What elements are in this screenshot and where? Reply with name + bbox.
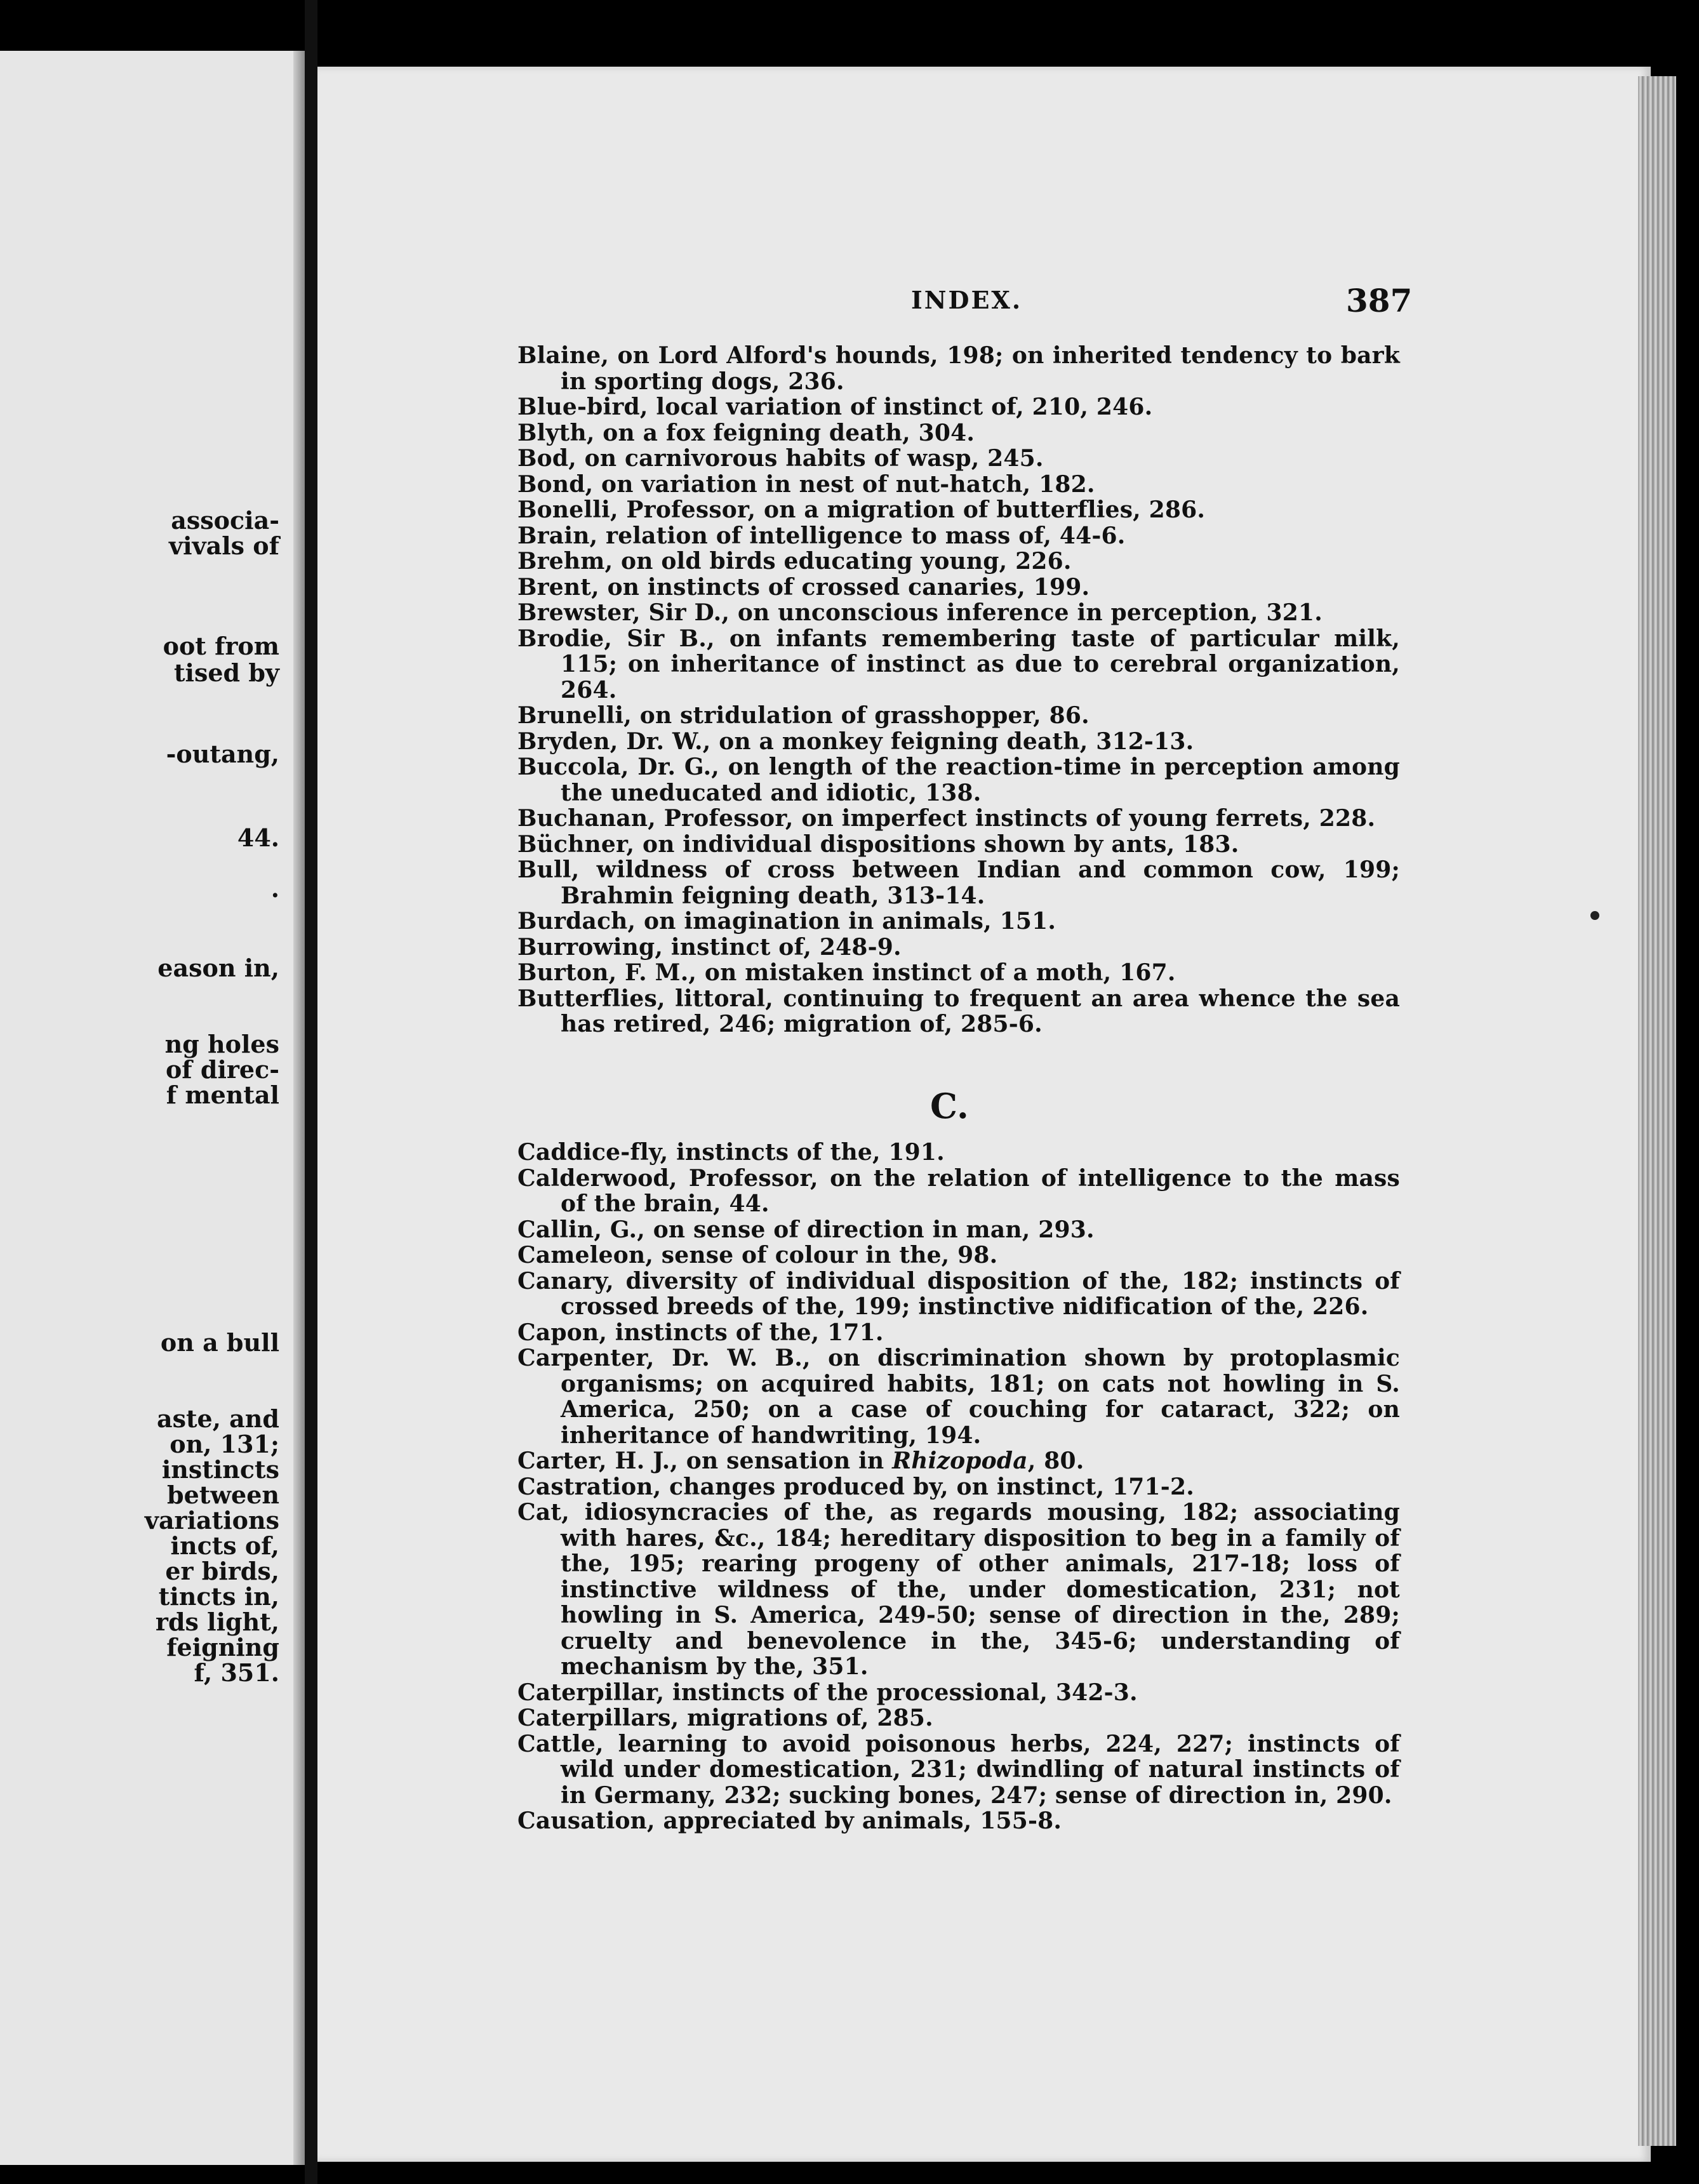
left-page-edge [293, 51, 305, 2165]
index-entry: Caddice-fly, instincts of the, 191. [517, 1139, 945, 1166]
page-stack-edge [1638, 76, 1676, 2146]
left-fragment: f, 351. [194, 1658, 279, 1687]
left-fragment: on a bull [160, 1328, 279, 1357]
left-fragment: variations [144, 1506, 279, 1535]
running-head: INDEX. [911, 286, 1023, 314]
left-fragment: rds light, [155, 1608, 279, 1636]
left-fragment: vivals of [169, 531, 279, 560]
index-entry: Blue-bird, local variation of instinct of, 210, 246. [517, 394, 1153, 420]
index-entry: Bond, on variation in nest of nut-hatch, 182. [517, 470, 1095, 498]
index-entry: Canary, diversity of individual disposition of the, 182; instincts of crossed breeds of the, 199; instinctive nidification of the, 226. [517, 1267, 1400, 1320]
left-fragment: f mental [166, 1081, 279, 1109]
left-fragment: -outang, [166, 740, 279, 768]
index-entry: Blaine, on Lord Alford's hounds, 198; on inherited tendency to bark in sporting dogs, 236. [517, 342, 1400, 395]
index-entry: Callin, G., on sense of direction in man, 293. [517, 1216, 1095, 1243]
index-entry: Cattle, learning to avoid poisonous herbs, 224, 227; instincts of wild under domestication, 231; dwindling of natural instincts of in Germany, 232; sucking bones, 247; sense of direction in, 290. [517, 1730, 1400, 1809]
left-fragment: ng holes [164, 1030, 279, 1058]
index-section-c [517, 1140, 1400, 1834]
section-heading-c: C. [930, 1086, 969, 1126]
index-entry: Brehm, on old birds educating young, 226. [517, 548, 1072, 575]
index-entry: Buchanan, Professor, on imperfect instincts of young ferrets, 228. [517, 805, 1376, 832]
index-entry: Brain, relation of intelligence to mass of, 44-6. [517, 522, 1126, 549]
book-gutter [305, 0, 317, 2184]
left-fragment: oot from [163, 632, 279, 660]
index-entry: Capon, instincts of the, 171. [517, 1319, 884, 1346]
left-fragment: of direc- [165, 1055, 279, 1084]
index-entry: Brent, on instincts of crossed canaries, 199. [517, 573, 1090, 601]
left-fragment: 44. [237, 823, 279, 852]
index-entry: Caterpillars, migrations of, 285. [517, 1705, 933, 1731]
left-fragment: . [270, 874, 279, 903]
page-number: 387 [1346, 282, 1413, 319]
left-fragment: er birds, [165, 1557, 279, 1585]
index-entry: Burton, F. M., on mistaken instinct of a moth, 167. [517, 959, 1176, 986]
left-fragment: between [167, 1481, 279, 1509]
carter-text-end: , 80. [1027, 1448, 1084, 1474]
index-entry: Cat, idiosyncracies of the, as regards mousing, 182; associating with hares, &c., 184; hereditary disposition to beg in a family of the, 195; rearing progeny of other animals, 217-18; loss of instinctive wildness of the, under domestication, 231; not howling in S. America, 249-50; sense of direction in the, 289; cruelty and benevolence in the, 345-6; understanding of mechanism by the, 351. [517, 1499, 1400, 1680]
index-entry: Calderwood, Professor, on the relation of intelligence to the mass of the brain, 44. [517, 1164, 1400, 1217]
carter-italic: Rhizopoda [892, 1448, 1028, 1474]
index-entry: Causation, appreciated by animals, 155-8. [517, 1808, 1062, 1834]
index-entry: Brunelli, on stridulation of grasshopper, 86. [517, 702, 1089, 729]
index-entry: Burrowing, instinct of, 248-9. [517, 933, 902, 961]
index-entry: Carpenter, Dr. W. B., on discrimination shown by protoplasmic organisms; on acquired habits, 181; on cats not howling in S. America, 250; on a case of couching for cataract, 322; on inheritance of handwriting, 194. [517, 1345, 1400, 1449]
left-fragment: aste, and [156, 1404, 279, 1433]
index-entry: Butterflies, littoral, continuing to frequent an area whence the sea has retired, 246; migration of, 285-6. [517, 985, 1400, 1037]
index-entry: Cameleon, sense of colour in the, 98. [517, 1242, 998, 1268]
left-fragment: incts of, [170, 1531, 279, 1560]
left-fragment: instincts [161, 1455, 279, 1484]
left-fragment: eason in, [157, 954, 279, 982]
index-entry: Caterpillar, instincts of the processional, 342-3. [517, 1679, 1138, 1706]
right-page [317, 67, 1651, 2162]
index-entry: Bull, wildness of cross between Indian and common cow, 199; Brahmin feigning death, 313-14. [517, 856, 1400, 909]
index-entry: Burdach, on imagination in animals, 151. [517, 908, 1056, 935]
index-entry-carter [517, 1448, 1400, 1474]
index-entry: Blyth, on a fox feigning death, 304. [517, 419, 975, 446]
index-entry: Brewster, Sir D., on unconscious inference in perception, 321. [517, 599, 1323, 626]
index-section-b [517, 343, 1400, 1037]
index-entry: Büchner, on individual dispositions shown by ants, 183. [517, 830, 1239, 858]
index-entry: Bonelli, Professor, on a migration of butterflies, 286. [517, 496, 1206, 523]
index-entry: Bryden, Dr. W., on a monkey feigning death, 312-13. [517, 728, 1194, 755]
page-header [317, 282, 1651, 324]
carter-text: Carter, H. J., on sensation in [517, 1448, 893, 1474]
left-fragment: associa- [171, 506, 279, 535]
left-fragment: tised by [173, 658, 279, 687]
index-entry: Bod, on carnivorous habits of wasp, 245. [517, 445, 1044, 472]
left-fragment: on, 131; [170, 1430, 279, 1458]
ink-speck [1590, 911, 1599, 920]
index-entry: Castration, changes produced by, on instinct, 171-2. [517, 1473, 1194, 1500]
left-fragment: feigning [166, 1633, 279, 1661]
left-fragment: tincts in, [158, 1582, 279, 1611]
left-page [0, 51, 305, 2165]
index-entry: Buccola, Dr. G., on length of the reaction-time in perception among the uneducated and idiotic, 138. [517, 754, 1400, 806]
index-entry: Brodie, Sir B., on infants remembering taste of particular milk, 115; on inheritance of instinct as due to cerebral organization, 264. [517, 625, 1400, 703]
